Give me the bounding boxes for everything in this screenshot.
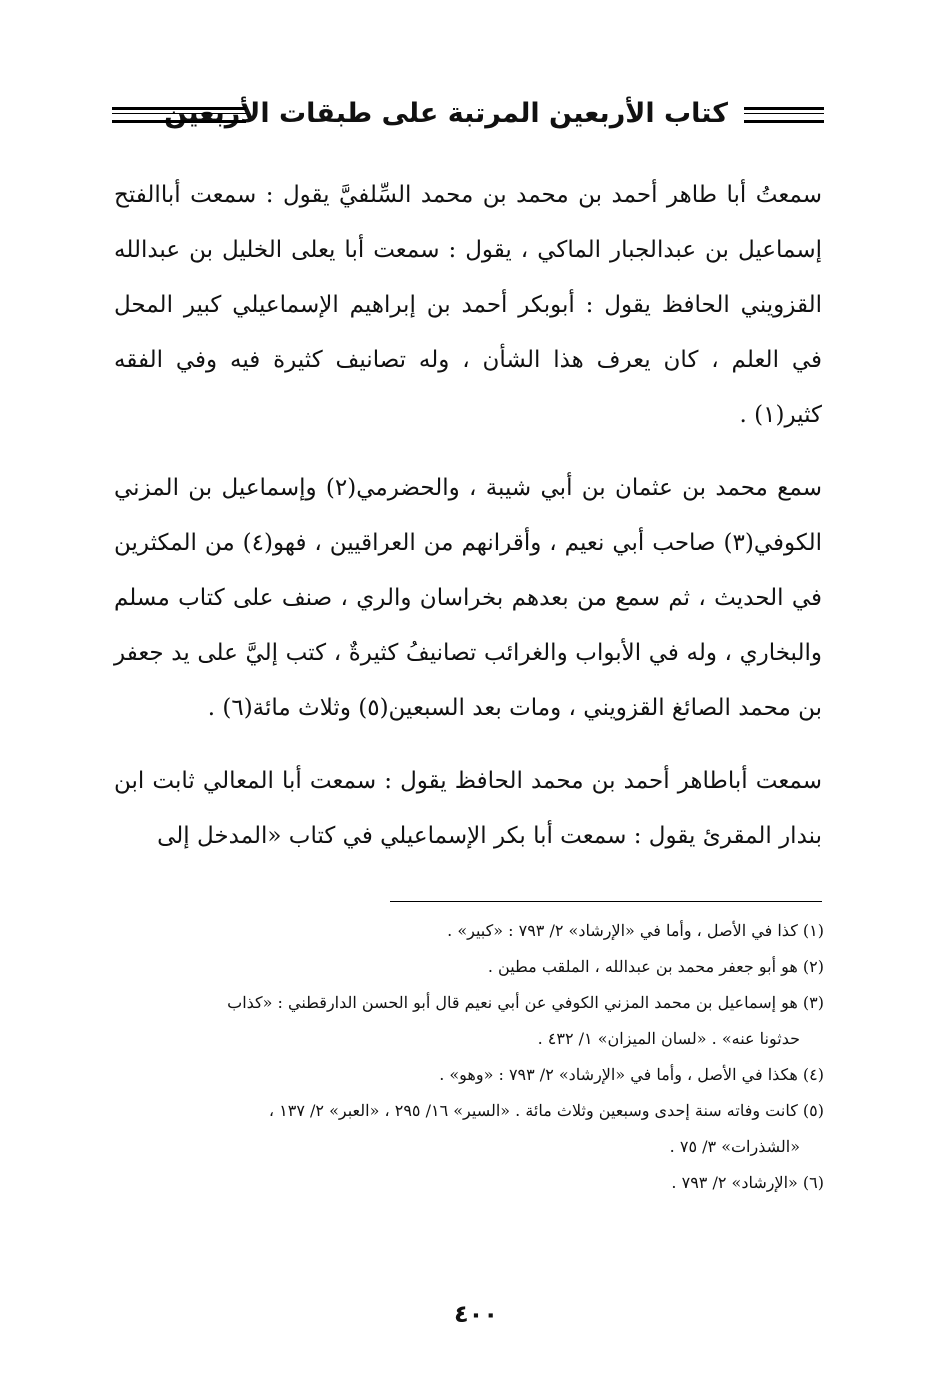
paragraph-2: سمع محمد بن عثمان بن أبي شيبة ، والحضرمي(٢) وإسماعيل بن المزني الكوفي(٣) صاحب أبي نعيم ، وأقرانهم من العراقيين ، فهو(٤) من المكثرين في الحديث ، ثم سمع من بعدهم بخراسان والري ، صنف على كتاب مسلم والبخاري ، وله في الأبواب والغرائب تصانيفُ كثيرةٌ ، كتب إليَّ على يد جعفر بن محمد الصائغ القزويني ، ومات بعد السبعين(٥) وثلاث مائة(٦) . xyxy=(114,475,822,721)
main-text xyxy=(114,168,822,864)
footnote-2: (٢) هو أبو جعفر محمد بن عبدالله ، الملقب مطين . xyxy=(487,957,824,976)
footnote-separator xyxy=(390,901,822,902)
page-number: ٤٠٠ xyxy=(454,1300,498,1328)
paragraph-gap xyxy=(114,443,822,461)
header-rule-left xyxy=(112,107,246,123)
paragraph-1: سمعتُ أبا طاهر أحمد بن محمد بن محمد السِّلفيَّ يقول : سمعت أباالفتح إسماعيل بن عبدالجبار الماكي ، يقول : سمعت أبا يعلى الخليل بن عبدالله القزويني الحافظ يقول : أبوبكر أحمد بن إبراهيم الإسماعيلي كبير المحل في العلم ، كان يعرف هذا الشأن ، وله تصانيف كثيرة فيه وفي الفقه كثير(١) . xyxy=(114,182,822,428)
footnote-6: (٦) «الإرشاد» ٢/ ٧٩٣ . xyxy=(671,1173,824,1192)
paragraph-gap xyxy=(114,736,822,754)
footnote-3-continuation: حدثونا عنه» . «لسان الميزان» ١/ ٤٣٢ . xyxy=(537,1029,800,1048)
running-header xyxy=(112,92,824,136)
footnote-5-continuation: «الشذرات» ٣/ ٧٥ . xyxy=(669,1137,800,1156)
paragraph-3: سمعت أباطاهر أحمد بن محمد الحافظ يقول : سمعت أبا المعالي ثابت ابن بندار المقرئ يقول : سمعت أبا بكر الإسماعيلي في كتاب «المدخل إلى xyxy=(114,768,822,849)
footnote-1: (١) كذا في الأصل ، وأما في «الإرشاد» ٢/ ٧٩٣ : «كبير» . xyxy=(447,921,824,940)
footnote-3: (٣) هو إسماعيل بن محمد المزني الكوفي عن أبي نعيم قال أبو الحسن الدارقطني : «كذاب xyxy=(227,993,824,1012)
header-rule-right xyxy=(744,107,824,123)
footnotes xyxy=(112,915,824,1203)
footnote-5: (٥) كانت وفاته سنة إحدى وسبعين وثلاث مائة . «السير» ١٦/ ٢٩٥ ، «العبر» ٢/ ١٣٧ ، xyxy=(268,1101,824,1120)
book-title: كتاب الأربعين المرتبة على طبقات الأربعين xyxy=(164,98,728,129)
footnote-4: (٤) هكذا في الأصل ، وأما في «الإرشاد» ٢/ ٧٩٣ : «وهو» . xyxy=(439,1065,824,1084)
